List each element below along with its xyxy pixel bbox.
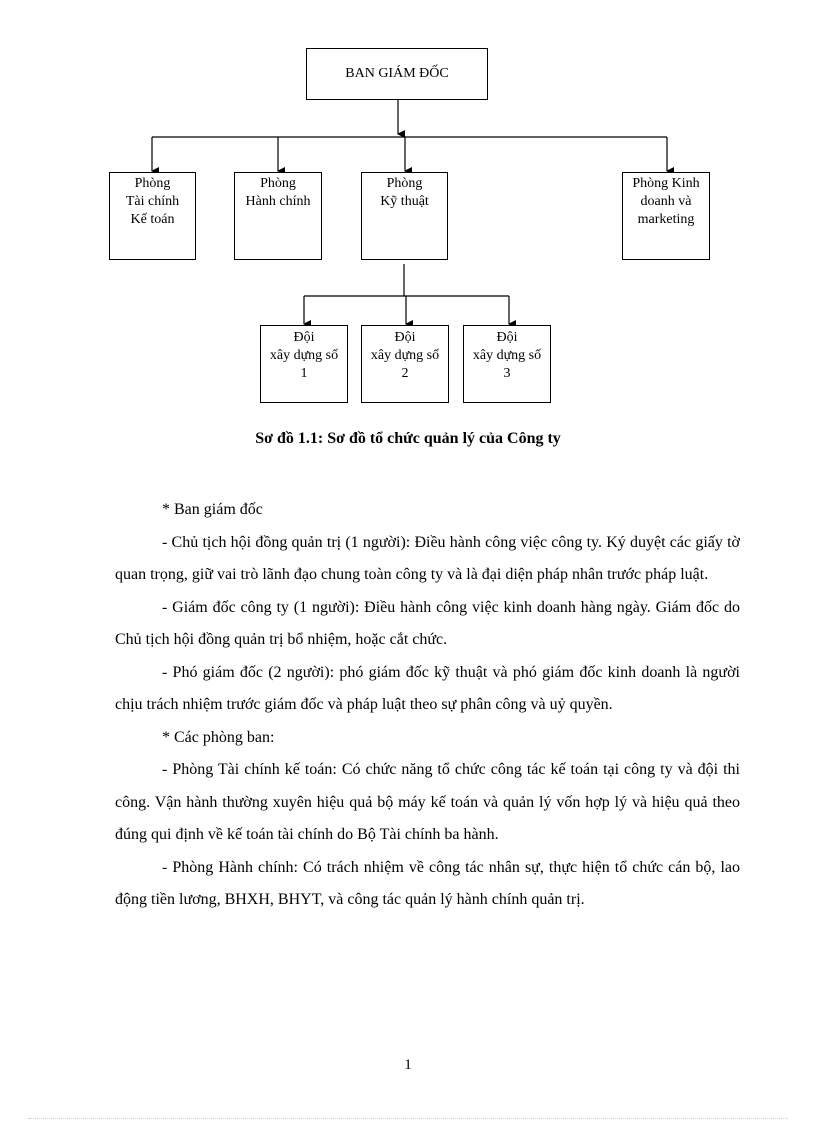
- org-box-line: 3: [503, 366, 511, 381]
- figure-caption: Sơ đồ 1.1: Sơ đồ tổ chức quản lý của Công ty: [255, 430, 561, 447]
- org-box-line: Phòng: [134, 176, 171, 191]
- org-box-administration: [234, 172, 322, 260]
- org-box-line: Kỹ thuật: [380, 194, 429, 209]
- org-box-line: Đội: [293, 330, 315, 345]
- page-bottom-rule: [28, 1118, 788, 1119]
- org-box-line: Phòng Kinh: [632, 176, 700, 191]
- org-box-line: Đội: [496, 330, 518, 345]
- paragraph: - Phó giám đốc (2 người): phó giám đốc kỹ thuật và phó giám đốc kinh doanh là người chịu trách nhiệm trước giám đốc và pháp luật theo sự phân công và uỷ quyền.: [115, 663, 740, 713]
- org-box-line: xây dựng số: [472, 348, 542, 363]
- org-box-label: BAN GIÁM ĐỐC: [345, 66, 449, 81]
- org-box-line: Tài chính: [125, 194, 180, 209]
- page-number: 1: [404, 1057, 412, 1073]
- org-box-team-2: [361, 325, 449, 403]
- org-box-line: xây dựng số: [269, 348, 339, 363]
- paragraph: - Giám đốc công ty (1 người): Điều hành công việc kinh doanh hàng ngày. Giám đốc do Chủ tịch hội đồng quản trị bổ nhiệm, hoặc cắt chức.: [115, 598, 740, 648]
- org-box-technical: [361, 172, 448, 260]
- org-box-line: Đội: [394, 330, 416, 345]
- org-box-line: Kế toán: [130, 212, 175, 227]
- paragraph: * Ban giám đốc: [162, 501, 263, 518]
- org-box-team-1: [260, 325, 348, 403]
- org-box-team-3: [463, 325, 551, 403]
- org-box-line: Phòng: [386, 176, 423, 191]
- org-box-line: Phòng: [260, 176, 296, 191]
- org-box-board-of-directors: [306, 48, 488, 100]
- org-box-business-marketing: [622, 172, 710, 260]
- org-box-line: doanh và: [640, 194, 692, 209]
- org-box-line: 1: [300, 366, 308, 381]
- paragraph: * Các phòng ban:: [162, 728, 275, 746]
- paragraph: - Chủ tịch hội đồng quản trị (1 người): Điều hành công việc công ty. Ký duyệt các giấy tờ quan trọng, giữ vai trò lãnh đạo chung toàn công ty và là đại diện pháp nhân trước pháp luật.: [115, 533, 740, 583]
- paragraph: - Phòng Tài chính kế toán: Có chức năng tổ chức công tác kế toán tại công ty và đội thi công. Vận hành thường xuyên hiệu quả bộ máy kế toán và quản lý vốn hợp lý và hiệu quả theo đúng qui định về kế toán tài chính do Bộ Tài chính ba hành.: [115, 761, 740, 843]
- org-box-line: xây dựng số: [370, 348, 440, 363]
- body-text: [115, 494, 740, 917]
- org-box-finance-accounting: [109, 172, 196, 260]
- org-box-line: 2: [401, 366, 409, 381]
- org-box-line: Hành chính: [245, 194, 311, 209]
- org-box-line: marketing: [637, 212, 695, 227]
- paragraph: - Phòng Hành chính: Có trách nhiệm về công tác nhân sự, thực hiện tổ chức cán bộ, lao động tiền lương, BHXH, BHYT, và công tác quản lý hành chính quản trị.: [115, 858, 740, 908]
